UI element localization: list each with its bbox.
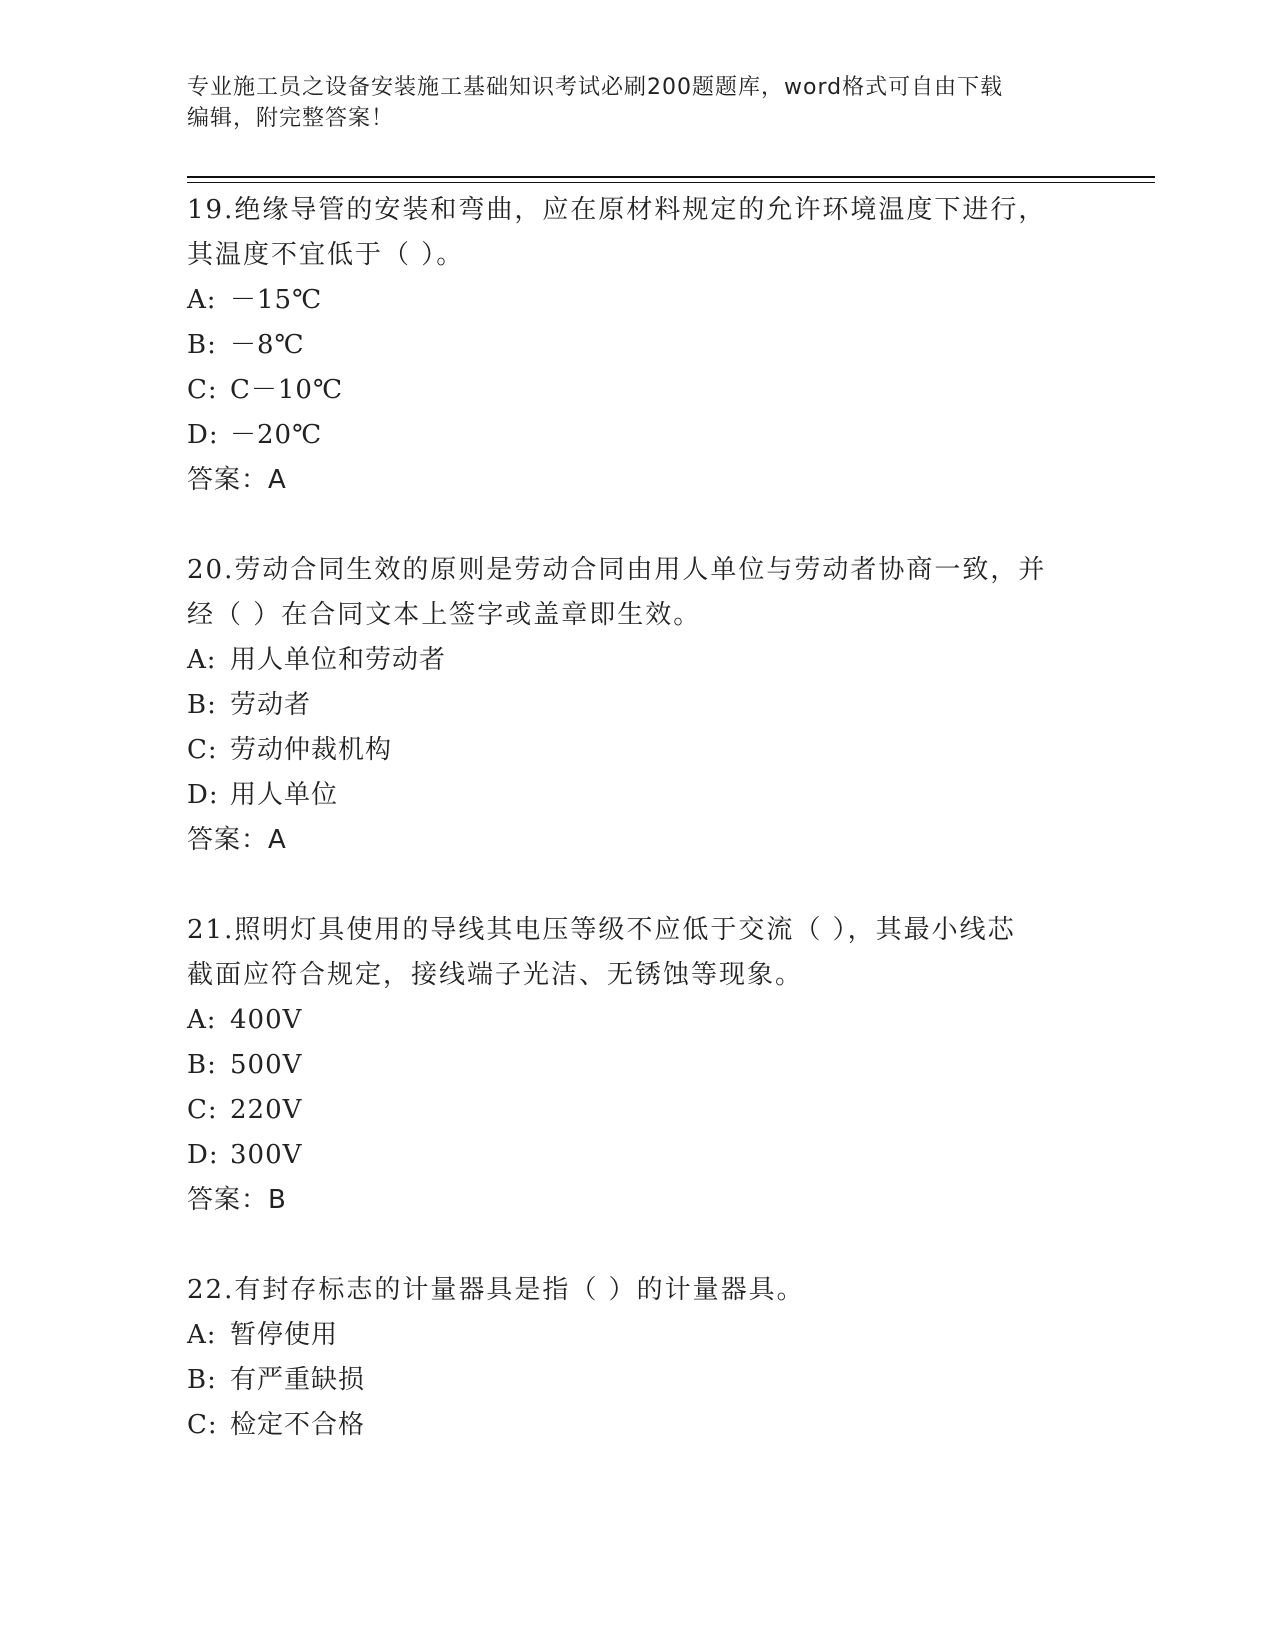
option-b (187, 683, 1087, 728)
question-stem (187, 908, 1087, 998)
option-text: 检定不合格 (230, 1410, 366, 1440)
option-text: －20℃ (230, 420, 323, 450)
stem-line-1: 21.照明灯具使用的导线其电压等级不应低于交流（ ），其最小线芯 (187, 915, 1016, 945)
option-letter: B: (187, 1365, 217, 1395)
header-divider-thick (187, 176, 1155, 178)
option-letter: C: (187, 1410, 218, 1440)
option-a (187, 998, 1087, 1043)
option-letter: A: (187, 1005, 217, 1035)
option-text: 暂停使用 (230, 1320, 339, 1350)
header-line-1: 专业施工员之设备安装施工基础知识考试必刷200题题库，word格式可自由下载 (187, 75, 1004, 100)
option-letter: A: (187, 1320, 217, 1350)
stem-line-2: 其温度不宜低于（ ）。 (187, 240, 465, 270)
option-letter: B: (187, 330, 217, 360)
option-c (187, 1403, 1087, 1448)
question-list (187, 188, 1087, 1493)
answer-line: 答案：B (187, 1185, 287, 1215)
option-text: 300V (230, 1140, 303, 1170)
option-b (187, 1358, 1087, 1403)
answer-line: 答案：A (187, 465, 287, 495)
option-letter: A: (187, 645, 217, 675)
stem-line-2: 经（ ）在合同文本上签字或盖章即生效。 (187, 600, 702, 630)
stem-line-1: 20.劳动合同生效的原则是劳动合同由用人单位与劳动者协商一致，并 (187, 555, 1047, 585)
option-a (187, 638, 1087, 683)
answer-line: 答案：A (187, 825, 287, 855)
question-22 (187, 1268, 1087, 1448)
option-d (187, 773, 1087, 818)
option-letter: D: (187, 420, 219, 450)
option-b (187, 323, 1087, 368)
question-stem (187, 188, 1087, 278)
option-letter: D: (187, 1140, 219, 1170)
option-letter: B: (187, 1050, 217, 1080)
option-text: 400V (230, 1005, 303, 1035)
option-letter: A: (187, 285, 217, 315)
question-stem (187, 1268, 1087, 1313)
option-text: 劳动者 (230, 690, 312, 720)
question-19 (187, 188, 1087, 503)
header-divider-thin (187, 182, 1155, 183)
question-21 (187, 908, 1087, 1223)
option-text: －15℃ (230, 285, 323, 315)
option-text: －8℃ (230, 330, 305, 360)
option-text: 有严重缺损 (230, 1365, 366, 1395)
stem-line-1: 19.绝缘导管的安装和弯曲，应在原材料规定的允许环境温度下进行， (187, 195, 1047, 225)
option-text: 220V (230, 1095, 303, 1125)
option-a (187, 278, 1087, 323)
option-letter: C: (187, 1095, 218, 1125)
option-text: 500V (230, 1050, 303, 1080)
option-c (187, 728, 1087, 773)
option-c (187, 368, 1087, 413)
option-d (187, 413, 1087, 458)
option-letter: B: (187, 690, 217, 720)
option-letter: C: (187, 375, 218, 405)
stem-line-1: 22.有封存标志的计量器具是指（ ）的计量器具。 (187, 1275, 805, 1305)
document-header (187, 72, 1067, 134)
option-letter: D: (187, 780, 219, 810)
question-stem (187, 548, 1087, 638)
stem-line-2: 截面应符合规定，接线端子光洁、无锈蚀等现象。 (187, 960, 804, 990)
option-a (187, 1313, 1087, 1358)
option-letter: C: (187, 735, 218, 765)
option-text: 用人单位 (230, 780, 339, 810)
option-d (187, 1133, 1087, 1178)
question-20 (187, 548, 1087, 863)
option-text: 劳动仲裁机构 (230, 735, 393, 765)
option-text: C－10℃ (230, 375, 344, 405)
option-text: 用人单位和劳动者 (230, 645, 447, 675)
option-c (187, 1088, 1087, 1133)
header-line-2: 编辑，附完整答案！ (187, 106, 395, 131)
option-b (187, 1043, 1087, 1088)
